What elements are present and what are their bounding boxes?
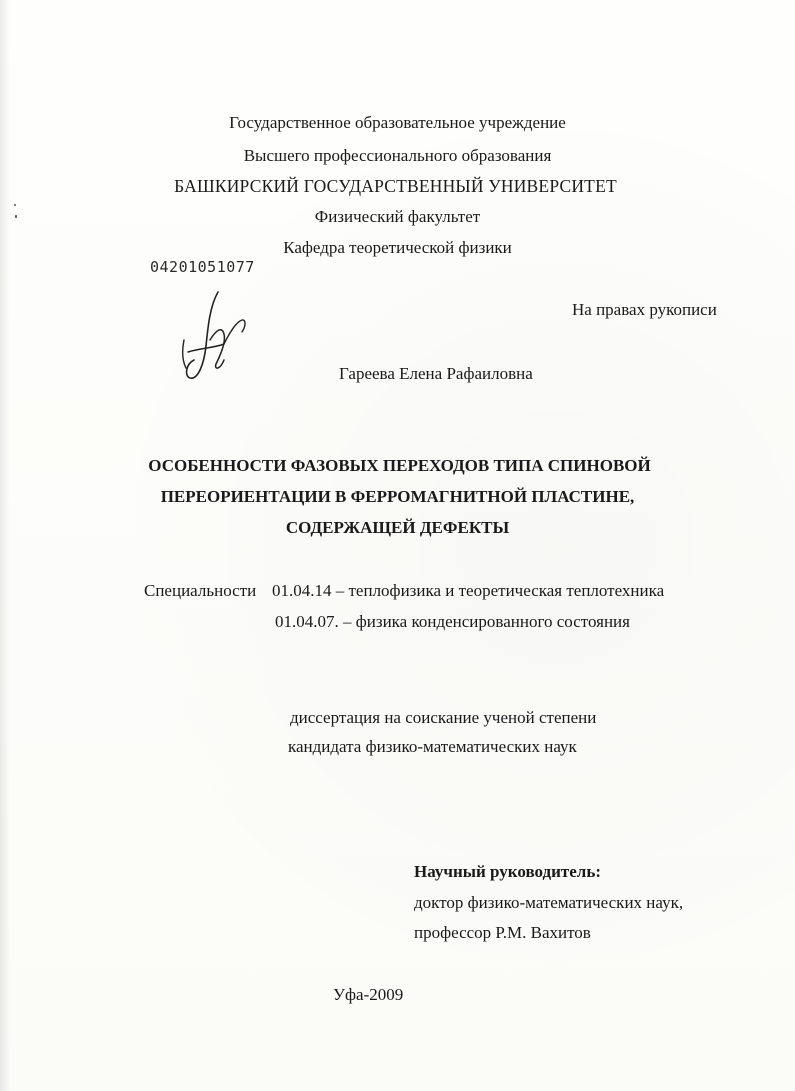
degree-line-2: кандидата физико-математических наук: [288, 737, 577, 756]
manuscript-rights-note: На правах рукописи: [572, 300, 717, 319]
university-name: БАШКИРСКИЙ ГОСУДАРСТВЕННЫЙ УНИВЕРСИТЕТ: [174, 176, 617, 196]
supervisor-name: профессор Р.М. Вахитов: [414, 923, 591, 942]
specialty-item-2: 01.04.07. – физика конденсированного состояния: [275, 612, 630, 631]
place-and-year: Уфа-2009: [333, 985, 404, 1004]
department-name: Кафедра теоретической физики: [283, 238, 512, 257]
dissertation-title-line-3: СОДЕРЖАЩЕЙ ДЕФЕКТЫ: [285, 518, 510, 537]
degree-line-1: диссертация на соискание ученой степени: [290, 708, 597, 727]
handwritten-signature: [180, 286, 252, 386]
institution-type-line: Государственное образовательное учреждение: [229, 113, 566, 132]
supervisor-degree: доктор физико-математических наук,: [414, 893, 684, 912]
dissertation-title-line-1: ОСОБЕННОСТИ ФАЗОВЫХ ПЕРЕХОДОВ ТИПА СПИНОВОЙ: [148, 456, 651, 475]
scan-speck: [14, 204, 16, 206]
library-stamp-number: 04201051077: [150, 258, 255, 276]
author-name: Гареева Елена Рафаиловна: [339, 364, 533, 383]
supervisor-heading: Научный руководитель:: [414, 862, 601, 881]
specialty-item-1: 01.04.14 – теплофизика и теоретическая теплотехника: [272, 581, 665, 600]
specialty-label: Специальности: [144, 581, 257, 600]
dissertation-title-line-2: ПЕРЕОРИЕНТАЦИИ В ФЕРРОМАГНИТНОЙ ПЛАСТИНЕ,: [160, 487, 635, 506]
faculty-name: Физический факультет: [314, 207, 481, 226]
education-level-line: Высшего профессионального образования: [243, 146, 552, 165]
